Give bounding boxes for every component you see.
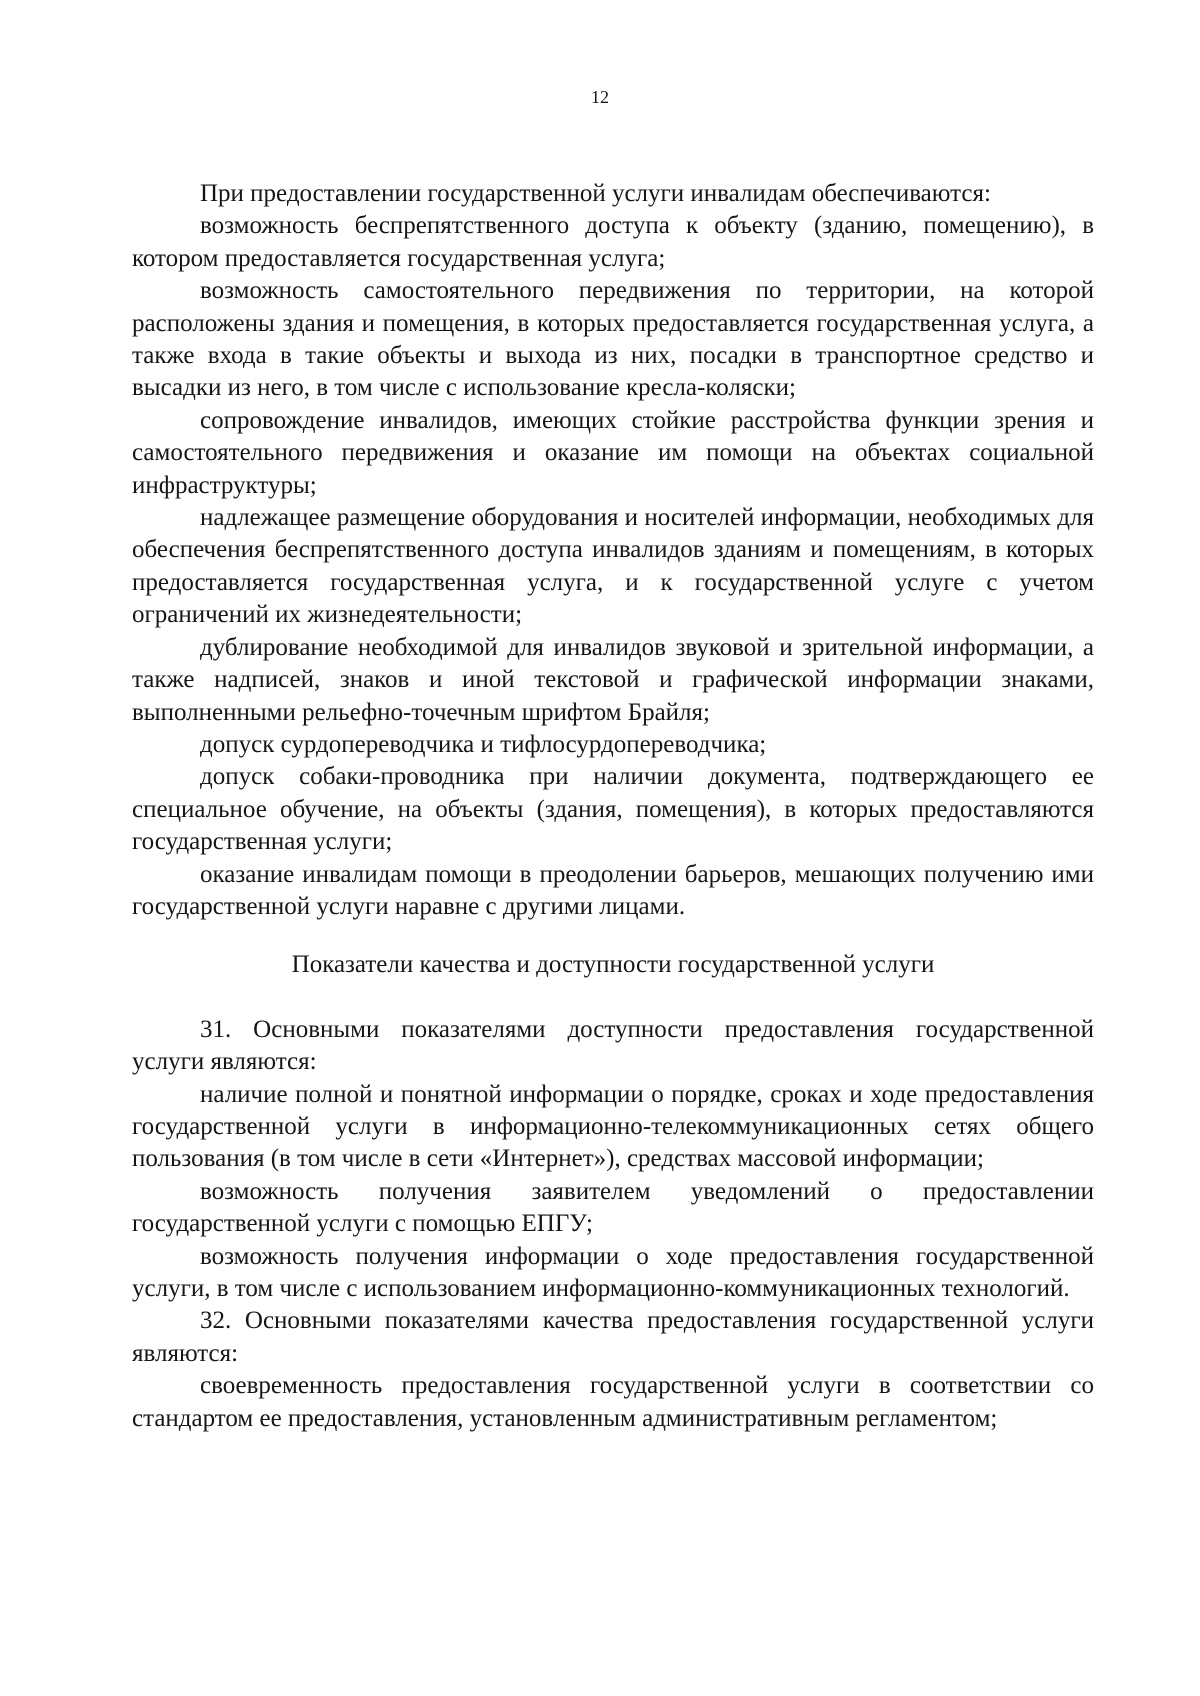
paragraph-item-32: 32. Основными показателями качества предоставления государственной услуги являются: <box>132 1307 1094 1367</box>
paragraph-notifications-epgu: возможность получения заявителем уведомлений о предоставлении государственной услуги с помощью ЕПГУ; <box>132 1177 1094 1238</box>
paragraph-item-31: 31. Основными показателями доступности предоставления государственной услуги являются: <box>132 1015 1094 1076</box>
paragraph-intro: При предоставлении государственной услуги инвалидам обеспечиваются: <box>200 180 991 207</box>
paragraph-duplication-braille: дублирование необходимой для инвалидов звуковой и зрительной информации, а также надписей, знаков и иной текстовой и графической информации знаками, выполненными рельефно-точечным шрифтом Брайля; <box>132 633 1094 726</box>
paragraph-timeliness: своевременность предоставления государственной услуги в соответствии со стандартом ее предоставления, установленным административным регламентом; <box>132 1372 1094 1432</box>
paragraph-access-to-building: возможность беспрепятственного доступа к объекту (зданию, помещению), в котором предоставляется государственная услуга; <box>132 212 1094 272</box>
paragraph-equipment-placement: надлежащее размещение оборудования и носителей информации, необходимых для обеспечения беспрепятственного доступа инвалидов зданиям и помещениям, в которых предоставляется государственная услуга, и к государственной услуге с учетом ограничений их жизнедеятельности; <box>132 504 1094 629</box>
paragraph-barrier-assistance: оказание инвалидам помощи в преодолении барьеров, мешающих получению ими государственной услуги наравне с другими лицами. <box>132 860 1094 920</box>
paragraph-guide-dog: допуск собаки-проводника при наличии документа, подтверждающего ее специальное обучение, на объекты (здания, помещения), в которых предоставляются государственная услуги; <box>132 763 1094 856</box>
paragraph-progress-information: возможность получения информации о ходе предоставления государственной услуги, в том числе с использованием информационно-коммуникационных технологий. <box>132 1242 1094 1302</box>
paragraph-escort: сопровождение инвалидов, имеющих стойкие расстройства функции зрения и самостоятельного передвижения и оказание им помощи на объектах социальной инфраструктуры; <box>132 406 1094 499</box>
document-body <box>132 178 1094 1435</box>
page-number: 12 <box>591 87 609 107</box>
paragraph-sign-interpreter: допуск сурдопереводчика и тифлосурдопереводчика; <box>200 730 767 758</box>
paragraph-full-information: наличие полной и понятной информации о порядке, сроках и ходе предоставления государственной услуги в информационно-телекоммуникационных сетях общего пользования (в том числе в сети «Интернет»), средствах массовой информации; <box>132 1080 1094 1173</box>
section-heading: Показатели качества и доступности государственной услуги <box>291 951 935 979</box>
paragraph-independent-movement: возможность самостоятельного передвижения по территории, на которой расположены здания и помещения, в которых предоставляется государственная услуга, а также входа в такие объекты и выхода из них, посадки в транспортное средство и высадки из него, в том числе с использование кресла-коляски; <box>132 277 1094 402</box>
